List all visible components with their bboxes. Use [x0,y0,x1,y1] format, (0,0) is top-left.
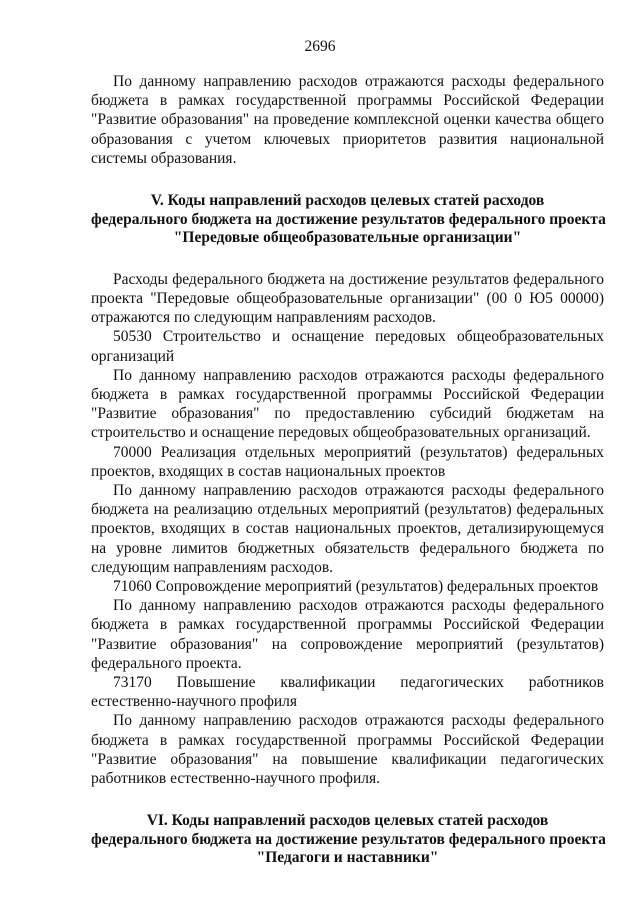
expense-code-title: 73170 Повышение квалификации педагогических работников естественно-научного профиля [91,674,604,711]
section-6-heading-line: "Педагоги и наставники" [256,849,439,867]
section-5-paragraph: Расходы федерального бюджета на достижение результатов федерального проекта "Передовые общеобразовательные организации" (00 0 Ю5 00000) отражаются по следующим направлениям расходов. [91,270,604,327]
expense-code-title: 50530 Строительство и оснащение передовых общеобразовательных организаций [91,328,604,365]
section-5-heading-line: федерального бюджета на достижение результатов федерального проекта [91,210,606,228]
section-6-heading-line: федерального бюджета на достижение результатов федерального проекта [91,830,606,848]
expense-code-title: 71060 Сопровождение мероприятий (результатов) федеральных проектов [113,578,599,596]
section-5-heading-line: V. Коды направлений расходов целевых статей расходов [150,192,545,210]
page-number: 2696 [304,38,336,55]
document-body [91,72,604,868]
section-5-heading-line: "Передовые общеобразовательные организации" [173,229,522,247]
section-5-paragraph: По данному направлению расходов отражаются расходы федерального бюджета в рамках государственной программы Российской Федерации "Развитие образования" на повышение квалификации педагогических работников естественно-научного профиля. [91,712,604,788]
section-5-heading [91,192,604,248]
section-5-paragraph: По данному направлению расходов отражаются расходы федерального бюджета в рамках государственной программы Российской Федерации "Развитие образования" на сопровождение мероприятий (результатов) федерального проекта. [91,597,604,672]
intro-paragraph: По данному направлению расходов отражаются расходы федерального бюджета в рамках государственной программы Российской Федерации "Развитие образования" на проведение комплексной оценки качества общего образования с учетом ключевых приоритетов развития национальной системы образования. [91,73,604,167]
section-5-paragraph: По данному направлению расходов отражаются расходы федерального бюджета на реализацию отдельных мероприятий (результатов) федеральных проектов, входящих в состав национальных проектов, детализирующемуся на уровне лимитов бюджетных обязательств федерального бюджета по следующим направлениям расходов. [91,482,604,576]
section-6-heading-line: VI. Коды направлений расходов целевых статей расходов [146,812,549,830]
section-6-heading [91,812,604,868]
expense-code-title: 70000 Реализация отдельных мероприятий (результатов) федеральных проектов, входящих в состав национальных проектов [91,443,604,480]
section-5-paragraph: По данному направлению расходов отражаются расходы федерального бюджета в рамках государственной программы Российской Федерации "Развитие образования" по предоставлению субсидий бюджетам на строительство и оснащение передовых общеобразовательных организаций. [91,366,604,442]
